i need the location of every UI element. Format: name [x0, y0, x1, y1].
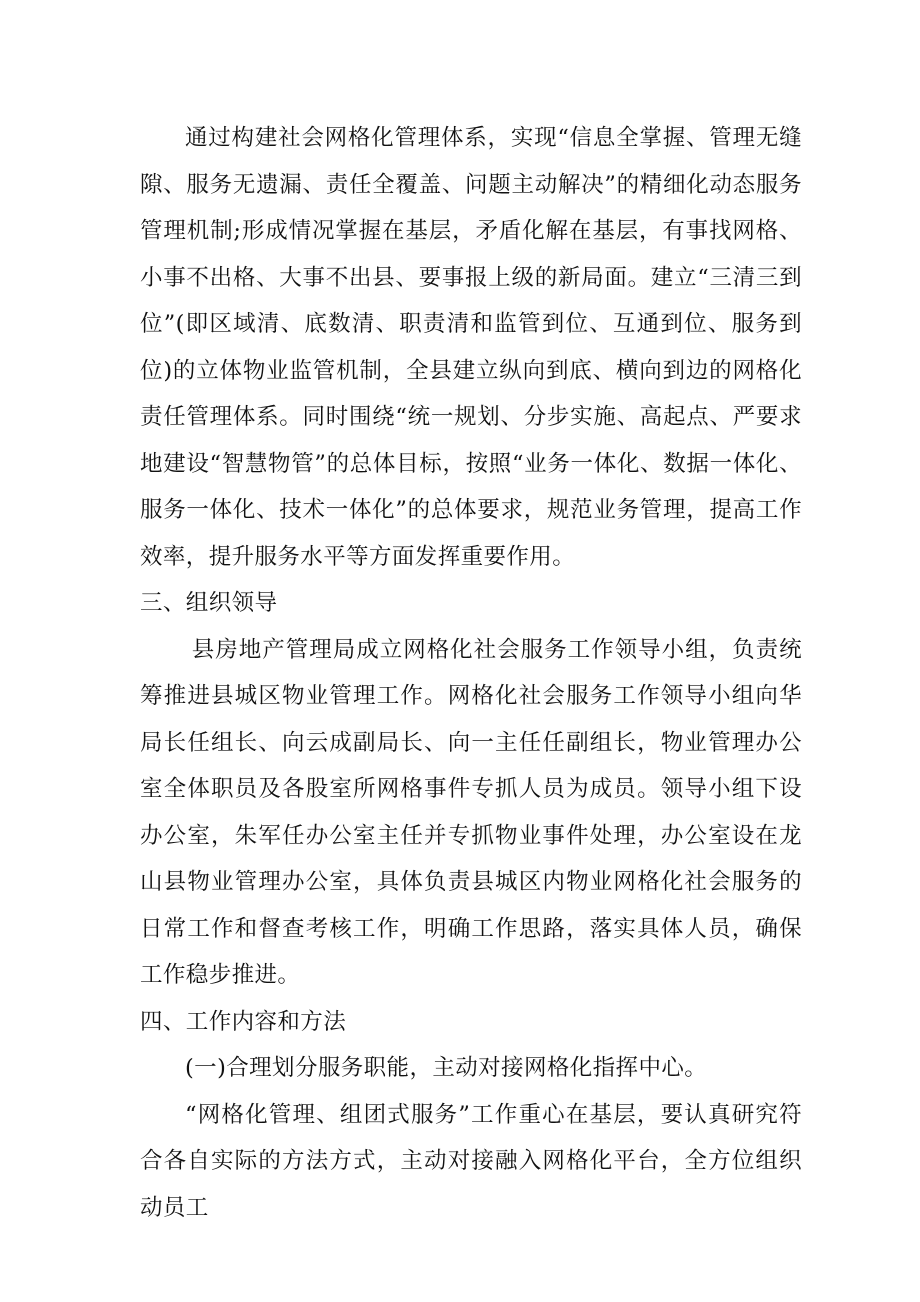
section-heading-content-methods: 四、工作内容和方法 [140, 1008, 347, 1035]
paragraph-goals: 通过构建社会网格化管理体系，实现“信息全掌握、管理无缝隙、服务无遗漏、责任全覆盖、问题主动解决”的精细化动态服务管理机制;形成情况掌握在基层，矛盾化解在基层，有事找网格、小事不出格、大事不出县、要事报上级的新局面。建立“三清三到位”(即区域清、底数清、职责清和监管到位、互通到位、服务到位)的立体物业监管机制，全县建立纵向到底、横向到边的网格化责任管理体系。同时围绕“统一规划、分步实施、高起点、严要求地建设“智慧物管”的总体目标，按照“业务一体化、数据一体化、服务一体化、技术一体化”的总体要求，规范业务管理，提高工作效率，提升服务水平等方面发挥重要作用。 [140, 125, 802, 570]
section-heading-organization: 三、组织领导 [140, 590, 278, 616]
paragraph-leadership-group: 县房地产管理局成立网格化社会服务工作领导小组，负责统筹推进县城区物业管理工作。网格化社会服务工作领导小组向华局长任组长、向云成副局长、向一主任任副组长，物业管理办公室全体职员及各股室所网格事件专抓人员为成员。领导小组下设办公室，朱军任办公室主任并专抓物业事件处理，办公室设在龙山县物业管理办公室，具体负责县城区内物业网格化社会服务的日常工作和督查考核工作，明确工作思路，落实具体人员，确保工作稳步推进。 [140, 636, 802, 988]
subsection-heading-service-functions: (一)合理划分服务职能，主动对接网格化指挥中心。 [185, 1055, 708, 1081]
paragraph-grid-management: “网格化管理、组团式服务”工作重心在基层，要认真研究符合各自实际的方法方式，主动对接融入网格化平台，全方位组织动员工 [140, 1101, 802, 1221]
document-body [140, 115, 802, 1231]
